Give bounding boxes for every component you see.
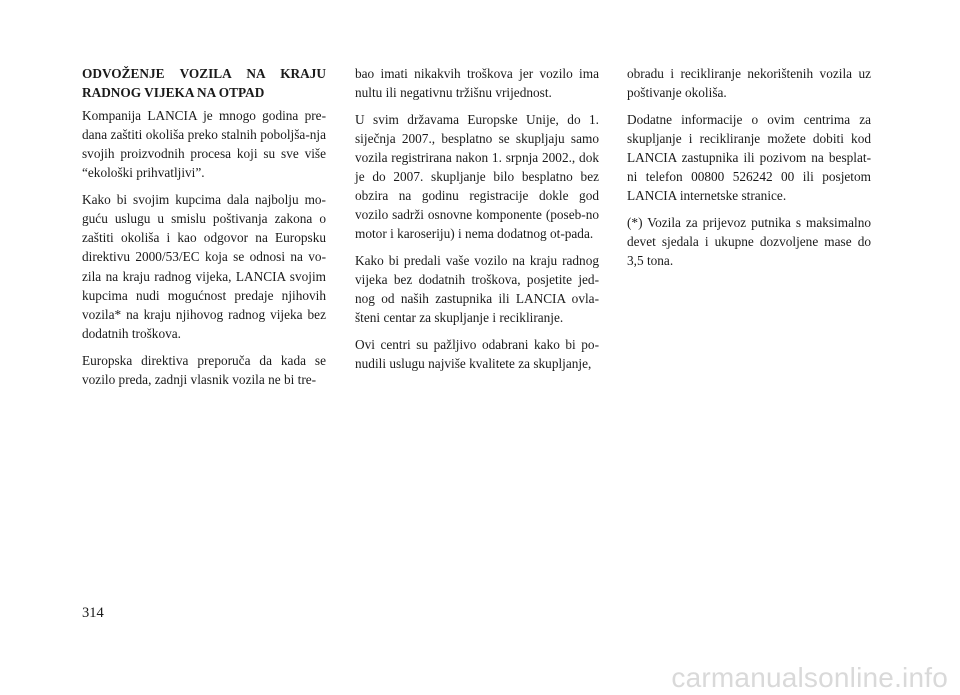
text-column-3 bbox=[627, 64, 871, 278]
paragraph-how-to-deliver: Kako bi predali vaše vozilo na kraju radnog vijeka bez dodatnih troškova, posjetite jed-nog od naših zastupnika ili LANCIA ovla-šteni centar za skupljanje i recikliranje. bbox=[355, 253, 599, 326]
paragraph-additional-info: Dodatne informacije o ovim centrima za skupljanje i recikliranje možete dobiti kod LANCIA zastupnika ili pozivom na besplat-ni telefon 00800 526242 00 ili posjetom LANCIA internetske stranice. bbox=[627, 111, 871, 204]
section-heading bbox=[82, 64, 326, 102]
footnote: (*) Vozila za prijevoz putnika s maksimalno devet sjedala i ukupne dozvoljene mase do 3,5 tona. bbox=[627, 214, 871, 269]
paragraph-centers-start: Ovi centri su pažljivo odabrani kako bi po-nudili uslugu najviše kvalitete za skupljanje, bbox=[355, 337, 599, 372]
paragraph-recommendation-end: bao imati nikakvih troškova jer vozilo ima nultu ili negativnu tržišnu vrijednost. bbox=[355, 66, 599, 101]
text-column-1 bbox=[82, 64, 326, 396]
paragraph-recommendation-start: Europska direktiva preporuča da kada se vozilo preda, zadnji vlasnik vozila ne bi tre- bbox=[82, 352, 326, 387]
paragraph-centers-end: obradu i recikliranje nekorištenih vozila uz poštivanje okoliša. bbox=[627, 66, 871, 101]
paragraph-commitment: Kompanija LANCIA je mnogo godina pre-dana zaštiti okoliša preko stalnih poboljša-nja svojih proizvodnih procesa koji su sve više “ekološki prihvatljivi”. bbox=[82, 108, 326, 181]
watermark: carmanualsonline.info bbox=[671, 662, 948, 693]
section-heading-line-1: ODVOŽENJE VOZILA NA KRAJU bbox=[82, 66, 326, 81]
section-heading-line-2: RADNOG VIJEKA NA OTPAD bbox=[82, 85, 265, 101]
paragraph-eu-collection: U svim državama Europske Unije, do 1. siječnja 2007., besplatno se skupljaju samo vozila registrirana nakon 1. srpnja 2002., dok je do 2007. skupljanje bilo besplatno bez obzira na godinu registracije dokle god vozilo sadrži osnovne komponente (poseb-no motor i karoseriju) i nema dodatnog ot-pada. bbox=[355, 111, 599, 242]
page-number: 314 bbox=[82, 605, 104, 621]
text-column-2 bbox=[355, 64, 599, 381]
paragraph-directive: Kako bi svojim kupcima dala najbolju mo-guću uslugu u smislu poštivanja zakona o zaštiti okoliša i kao odgovor na Europsku direktivu 2000/53/EC koja se odnosi na vo-zila na kraju radnog vijeka, LANCIA svojim kupcima nudi mogućnost predaje njihovih vozila* na kraju njihovog radnog vijeka bez dodatnih troškova. bbox=[82, 192, 326, 341]
